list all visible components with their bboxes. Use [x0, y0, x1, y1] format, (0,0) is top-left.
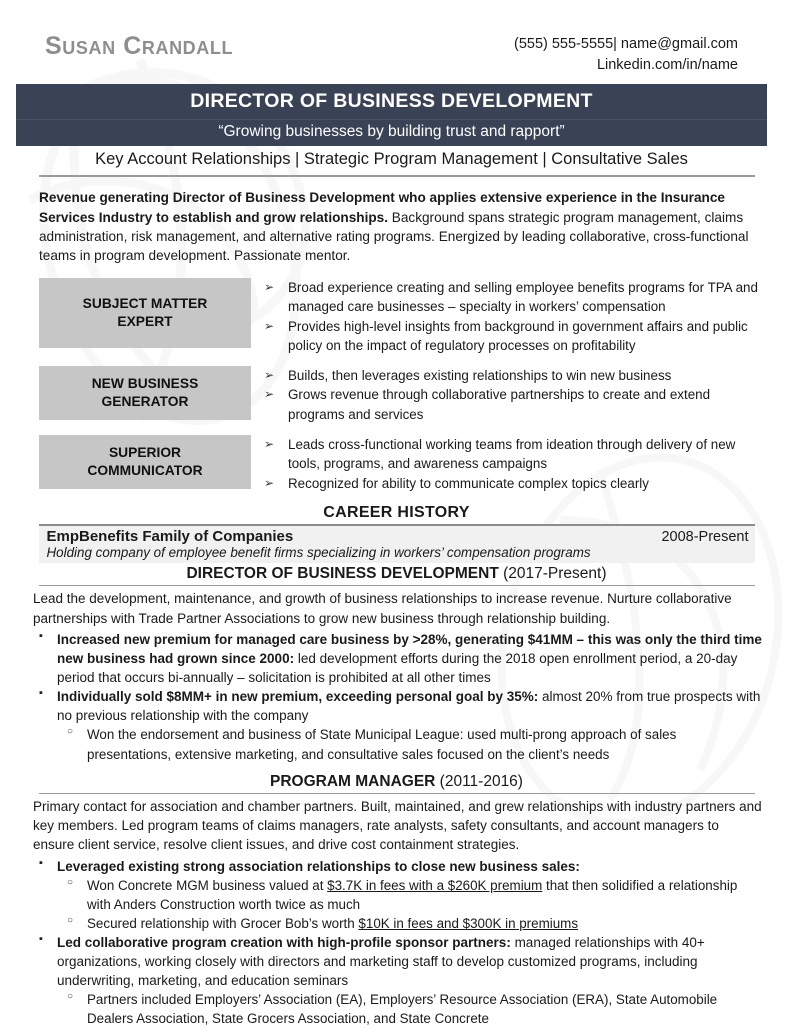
summary-rest: Background spans strategic program management, claims administration, risk management, and alternative rating programs. Energized by leading collaborative, cross-functional teams in program development. Passionate mentor.: [39, 210, 749, 264]
job-title-director: [27, 565, 766, 585]
title-banner: [16, 84, 767, 146]
arrow-bullet-icon: ➢: [264, 435, 288, 454]
banner-job-title: DIRECTOR OF BUSINESS DEVELOPMENT: [16, 84, 767, 120]
arrow-bullet-icon: ➢: [264, 474, 288, 493]
job-divider: [39, 793, 755, 795]
skill-point: [264, 474, 766, 493]
bullet-bold-lead: Individually sold $8MM+ in new premium, exceeding personal goal by 35%:: [57, 689, 538, 704]
list-item: [33, 687, 762, 763]
company-block: [39, 526, 755, 563]
job-years: (2011-2016): [440, 773, 523, 790]
contact-info: [514, 34, 766, 75]
skill-point-text: Provides high-level insights from background in government affairs and public policy on the impact of regulatory processes on profitability: [288, 317, 766, 356]
banner-tagline-quote: “Growing businesses by building trust and rapport”: [16, 120, 767, 146]
arrow-bullet-icon: ➢: [264, 317, 288, 336]
skill-label-line1: SUPERIOR: [109, 445, 181, 460]
job-intro-director: Lead the development, maintenance, and growth of business relationships to increase revenue. Nurture collaborative partnerships with Trade Partner Associations to grow new business through relationship building.: [27, 589, 766, 627]
sub-bullets: [57, 876, 762, 933]
bullet-bold-lead: Increased new premium for managed care business by >28%, generating $41MM – this was only the third time new business had grown since 2000:: [57, 632, 762, 666]
company-dates: 2008-Present: [661, 529, 748, 545]
bullet-bold-lead: Led collaborative program creation with high-profile sponsor partners:: [57, 935, 511, 950]
sub-bullet-pre: Secured relationship with Grocer Bob’s worth: [87, 916, 358, 931]
sub-bullet-underlined: $3.7K in fees with a $260K premium: [327, 878, 542, 893]
skill-row: [27, 366, 766, 424]
professional-summary: [27, 188, 766, 266]
job-bullets-program-manager: [27, 857, 766, 1028]
arrow-bullet-icon: ➢: [264, 278, 288, 297]
sub-bullet-post: that then solidified a relationship with Anders Construction worth twice as much: [87, 878, 737, 912]
skill-row: [27, 435, 766, 493]
sub-bullets: [57, 990, 762, 1028]
skill-points-list: [251, 278, 766, 355]
job-years: (2017-Present): [503, 565, 606, 582]
list-item: [57, 876, 762, 914]
skill-points-list: [251, 366, 766, 424]
page-title: Susan Crandall: [27, 34, 233, 59]
bullet-rest: led development efforts during the 2018 open enrollment period, a 20-day period that occurs bi-annually – solicitation is prohibited at all other times: [57, 651, 737, 685]
contact-phone-email: (555) 555-5555| name@gmail.com: [514, 34, 738, 55]
contact-linkedin: Linkedin.com/in/name: [514, 55, 738, 76]
bullet-rest: managed relationships with 40+ organizations, working closely with directors and marketing staff to develop customized programs, including underwriting, marketing, and education seminars: [57, 935, 705, 988]
skill-label-line2: COMMUNICATOR: [87, 463, 202, 478]
company-row: [47, 528, 749, 545]
arrow-bullet-icon: ➢: [264, 385, 288, 404]
list-item: [57, 990, 762, 1028]
bullet-rest: almost 20% from true prospects with no previous relationship with the company: [57, 689, 760, 723]
skill-points-list: [251, 435, 766, 493]
sub-bullet-text: Partners included Employers’ Association (EA), Employers’ Resource Association (ERA), State Automobile Dealers Association, State Grocers Association, and State Concrete: [87, 992, 717, 1026]
skill-point: [264, 278, 766, 317]
arrow-bullet-icon: ➢: [264, 366, 288, 385]
skill-label-line1: NEW BUSINESS: [92, 376, 199, 391]
skill-point-text: Builds, then leverages existing relationships to win new business: [288, 366, 766, 385]
core-strengths-section: [27, 278, 766, 493]
list-item: [33, 933, 762, 1028]
skill-point: [264, 435, 766, 474]
resume-header: [27, 0, 766, 75]
skill-label-line2: GENERATOR: [102, 394, 189, 409]
job-divider: [39, 585, 755, 587]
skill-box-new-business-generator: [39, 366, 251, 420]
company-name: EmpBenefits Family of Companies: [47, 528, 294, 545]
list-item: [33, 857, 762, 933]
career-history-heading: CAREER HISTORY: [27, 504, 766, 524]
skill-box-superior-communicator: [39, 435, 251, 489]
skill-point-text: Leads cross-functional working teams from ideation through delivery of new tools, programs, and awareness campaigns: [288, 435, 766, 474]
skill-point-text: Broad experience creating and selling employee benefits programs for TPA and managed care businesses – specialty in workers’ compensation: [288, 278, 766, 317]
skill-point: [264, 317, 766, 356]
list-item: [33, 630, 762, 687]
job-title-text: DIRECTOR OF BUSINESS DEVELOPMENT: [186, 565, 498, 582]
sub-bullets: [57, 725, 762, 763]
sub-bullet-pre: Won Concrete MGM business valued at: [87, 878, 327, 893]
job-title-program-manager: [27, 773, 766, 793]
skill-box-subject-matter-expert: [39, 278, 251, 348]
job-intro-program-manager: Primary contact for association and chamber partners. Built, maintained, and grew relationships with industry partners and key members. Led program teams of claims managers, rate analysts, safety consultants, and account managers to ensure client service, resolve client issues, and drive cost containment strategies.: [27, 797, 766, 854]
skill-point-text: Recognized for ability to communicate complex topics clearly: [288, 474, 766, 493]
job-bullets-director: [27, 630, 766, 764]
sub-bullet-text: Won the endorsement and business of State Municipal League: used multi-prong approach of sales presentations, extensive marketing, and consultative sales focused on the client’s needs: [87, 727, 676, 761]
list-item: [57, 914, 762, 933]
bullet-bold-lead: Leveraged existing strong association relationships to close new business sales:: [57, 859, 580, 874]
skill-label-line2: EXPERT: [117, 314, 172, 329]
summary-bold-lead: Revenue generating Director of Business Development who applies extensive experience in the Insurance Services Industry to establish and grow relationships.: [39, 190, 725, 224]
skill-point-text: Grows revenue through collaborative partnerships to create and extend programs and services: [288, 385, 766, 424]
header-divider: [39, 175, 755, 177]
key-competencies-line: Key Account Relationships | Strategic Program Management | Consultative Sales: [16, 146, 767, 172]
job-title-text: PROGRAM MANAGER: [270, 773, 435, 790]
skill-point: [264, 366, 766, 385]
skill-row: [27, 278, 766, 355]
skill-label-line1: SUBJECT MATTER: [83, 296, 208, 311]
company-tagline: Holding company of employee benefit firms specializing in workers’ compensation programs: [47, 545, 749, 560]
sub-bullet-underlined: $10K in fees and $300K in premiums: [358, 916, 578, 931]
list-item: [57, 725, 762, 763]
skill-point: [264, 385, 766, 424]
